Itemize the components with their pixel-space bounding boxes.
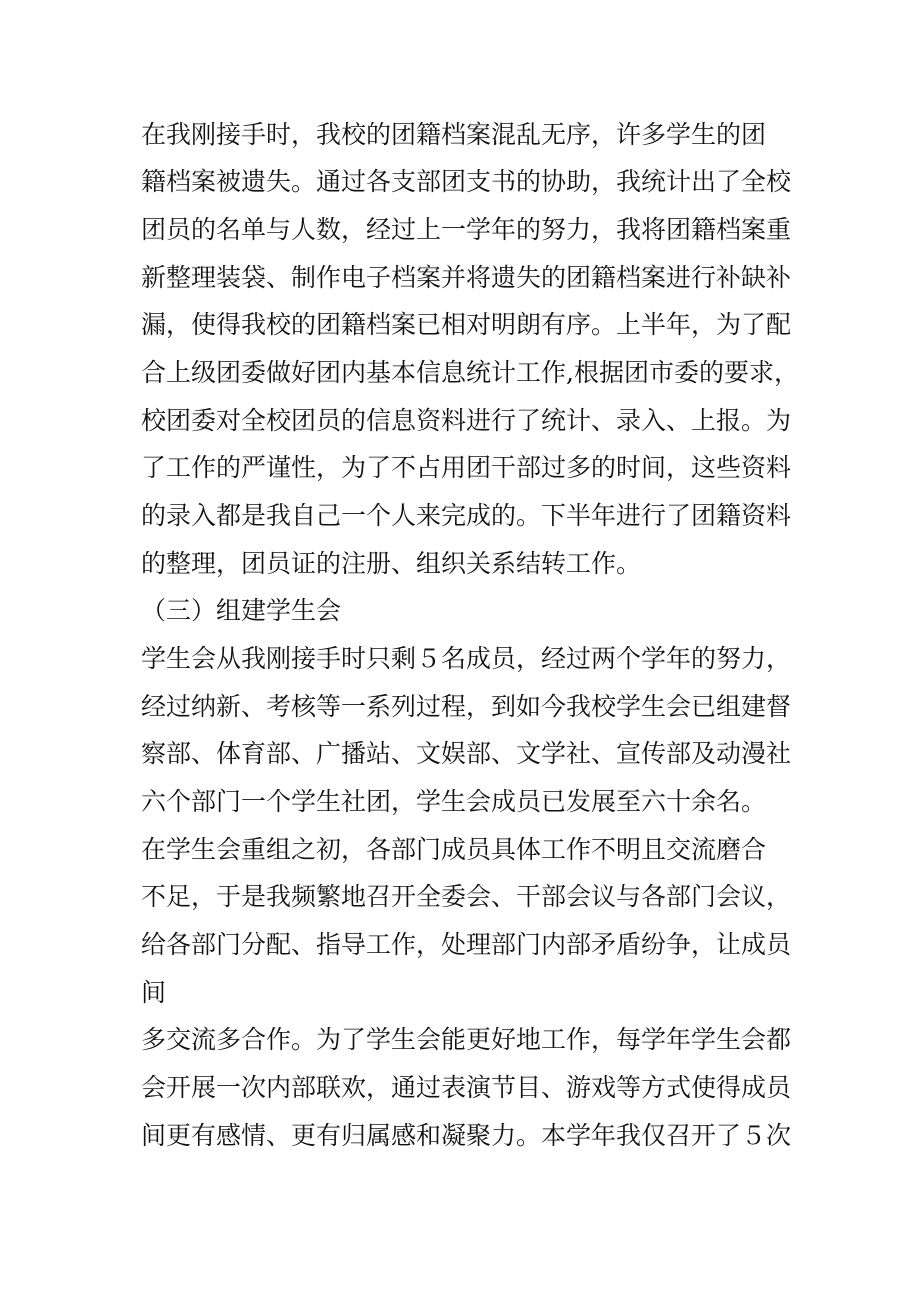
text-line: 在学生会重组之初，各部门成员具体工作不明且交流磨合 bbox=[141, 835, 767, 864]
text-line: 给各部门分配、指导工作，处理部门内部矛盾纷争，让成员 bbox=[141, 930, 792, 959]
text-line: 六个部门一个学生社团，学生会成员已发展至六十余名。 bbox=[141, 787, 767, 816]
text-line: 合上级团委做好团内基本信息统计工作,根据团市委的要求， bbox=[141, 358, 799, 387]
text-line: 校团委对全校团员的信息资料进行了统计、录入、上报。为 bbox=[141, 406, 792, 435]
text-line: 的整理，团员证的注册、组织关系结转工作。 bbox=[141, 549, 642, 578]
text-line: 了工作的严谨性，为了不占用团干部过多的时间，这些资料 bbox=[141, 453, 792, 482]
text-line: 多交流多合作。为了学生会能更好地工作，每学年学生会都 bbox=[141, 1025, 792, 1054]
text-line: 在我刚接手时，我校的团籍档案混乱无序，许多学生的团 bbox=[141, 120, 767, 149]
text-line: 学生会从我刚接手时只剩５名成员，经过两个学年的努力， bbox=[141, 644, 792, 673]
text-line: 察部、体育部、广播站、文娱部、文学社、宣传部及动漫社 bbox=[141, 739, 792, 768]
text-line: 不足，于是我频繁地召开全委会、干部会议与各部门会议， bbox=[141, 882, 792, 911]
section-heading: （三）组建学生会 bbox=[141, 596, 342, 625]
text-line: 籍档案被遗失。通过各支部团支书的协助，我统计出了全校 bbox=[141, 167, 792, 196]
text-line: 会开展一次内部联欢，通过表演节目、游戏等方式使得成员 bbox=[141, 1073, 792, 1102]
text-line: 间更有感情、更有归属感和凝聚力。本学年我仅召开了５次 bbox=[141, 1121, 792, 1150]
text-line: 团员的名单与人数，经过上一学年的努力，我将团籍档案重 bbox=[141, 215, 792, 244]
text-line: 漏，使得我校的团籍档案已相对明朗有序。上半年，为了配 bbox=[141, 310, 792, 339]
text-line: 的录入都是我自己一个人来完成的。下半年进行了团籍资料 bbox=[141, 501, 792, 530]
text-line: 经过纳新、考核等一系列过程，到如今我校学生会已组建督 bbox=[141, 692, 792, 721]
text-line: 新整理装袋、制作电子档案并将遗失的团籍档案进行补缺补 bbox=[141, 263, 792, 292]
text-line: 间 bbox=[141, 978, 167, 1007]
